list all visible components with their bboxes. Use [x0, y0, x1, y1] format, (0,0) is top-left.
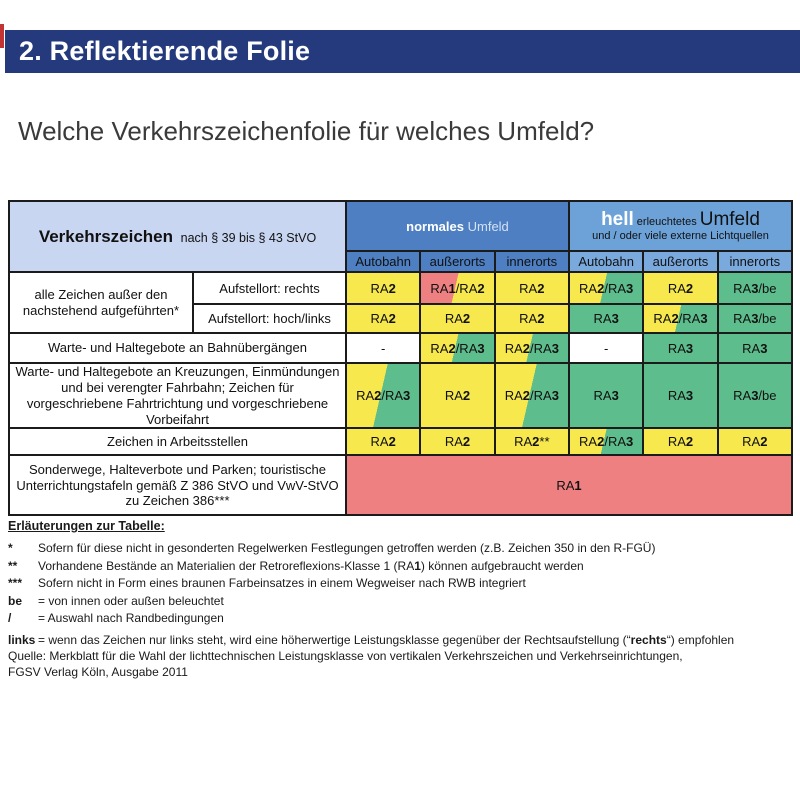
footnote-item — [8, 593, 794, 611]
rating-cell: RA2/RA3 — [643, 304, 717, 333]
group-hell-small: erleuchtetes — [636, 215, 697, 228]
footnote-item — [8, 558, 794, 576]
rating-cell: RA2/RA3 — [495, 363, 569, 428]
red-accent-mark — [0, 24, 4, 48]
rating-cell: RA2 — [643, 428, 717, 455]
rating-cell: - — [346, 333, 420, 363]
footnote-text: = Auswahl nach Randbedingungen — [38, 611, 224, 625]
row-sublabel-hoch-links: Aufstellort: hoch/links — [193, 304, 346, 333]
row-label-alle-zeichen: alle Zeichen außer den nachstehend aufgeführten* — [9, 272, 193, 333]
rating-cell: RA2/RA3 — [569, 428, 643, 455]
rating-cell: RA2 — [495, 272, 569, 304]
rating-cell-ra1-span: RA1 — [346, 455, 792, 515]
rating-cell: RA2/RA3 — [569, 272, 643, 304]
footnotes-heading: Erläuterungen zur Tabelle: — [8, 519, 165, 533]
rating-cell: RA2 — [420, 428, 494, 455]
row-label-sonderwege: Sonderwege, Halteverbote und Parken; touristische Unterrichtungstafeln gemäß Z 386 StVO und VwV-StVO zu Zeichen 386*** — [9, 455, 346, 515]
footnote-marker: links — [8, 632, 36, 647]
table-corner-header — [9, 201, 346, 272]
source-line1: Quelle: Merkblatt für die Wahl der lichttechnischen Leistungsklasse von vertikalen Verkehrszeichen und Verkehrseinrichtungen, — [8, 649, 683, 663]
footnote-marker: ** — [8, 558, 18, 573]
rating-cell: RA1/RA2 — [420, 272, 494, 304]
rating-cell: RA2 — [718, 428, 792, 455]
corner-subtitle: nach § 39 bis § 43 StVO — [180, 230, 317, 245]
group-normal-bold: normales — [406, 218, 464, 234]
group-header-hell-umfeld — [569, 201, 792, 251]
row-label-arbeitsstellen: Zeichen in Arbeitsstellen — [9, 428, 346, 455]
col-header-normal-autobahn: Autobahn — [346, 251, 420, 272]
source-line2: FGSV Verlag Köln, Ausgabe 2011 — [8, 665, 188, 679]
rating-cell: RA2 — [420, 304, 494, 333]
rating-cell: RA3 — [569, 304, 643, 333]
rating-cell: RA2 — [420, 363, 494, 428]
page-title: 2. Reflektierende Folie — [19, 36, 311, 66]
rating-cell: RA2 — [346, 272, 420, 304]
footnote-item — [8, 540, 794, 558]
col-header-normal-ausserorts: außerorts — [420, 251, 494, 272]
rating-cell: RA2 — [346, 428, 420, 455]
group-hell-rest: Umfeld — [699, 208, 760, 230]
footnote-text: Sofern für diese nicht in gesonderten Regelwerken Festlegungen getroffen werden (z.B. Zeichen 350 in den R-FGÜ) — [38, 541, 656, 555]
rating-cell: RA3 — [718, 333, 792, 363]
col-header-hell-autobahn: Autobahn — [569, 251, 643, 272]
rating-cell: RA2/RA3 — [420, 333, 494, 363]
rating-cell: RA3/be — [718, 363, 792, 428]
col-header-normal-innerorts: innerorts — [495, 251, 569, 272]
rating-cell: RA2/RA3 — [495, 333, 569, 363]
rating-cell: RA3 — [643, 363, 717, 428]
group-header-normales-umfeld — [346, 201, 569, 251]
rating-cell: RA3 — [569, 363, 643, 428]
rating-cell: RA2** — [495, 428, 569, 455]
rating-cell: RA2 — [346, 304, 420, 333]
page-subtitle: Welche Verkehrszeichenfolie für welches Umfeld? — [18, 116, 595, 146]
footnote-marker: / — [8, 611, 12, 625]
rating-cell: RA3/be — [718, 272, 792, 304]
row-sublabel-rechts: Aufstellort: rechts — [193, 272, 346, 304]
footnote-item — [8, 610, 794, 628]
rating-cell: RA2/RA3 — [346, 363, 420, 428]
footnote-item — [8, 575, 794, 593]
footnote-marker: *** — [8, 576, 23, 590]
footnotes-block — [8, 519, 794, 649]
rating-cell: RA2 — [495, 304, 569, 333]
rating-cell: - — [569, 333, 643, 363]
footnote-marker: be — [8, 593, 23, 608]
corner-title: Verkehrszeichen — [38, 226, 174, 246]
footnote-marker: * — [8, 541, 13, 555]
page-header-bar — [5, 30, 800, 73]
rating-cell: RA3 — [643, 333, 717, 363]
row-label-kreuzungen: Warte- und Haltegebote an Kreuzungen, Einmündungen und bei verengter Fahrbahn; Zeichen für vorgeschriebene Fahrtrichtung und vorgeschriebene Vorbeifahrt — [9, 363, 346, 428]
rating-cell: RA3/be — [718, 304, 792, 333]
footnote-text: = von innen oder außen beleuchtet — [38, 593, 224, 608]
group-hell-line2: und / oder viele externe Lichtquellen — [592, 230, 769, 243]
rating-cell: RA2 — [643, 272, 717, 304]
group-hell-bold: hell — [601, 208, 634, 230]
footnote-text: Sofern nicht in Form eines braunen Farbeinsatzes in einem Wegweiser nach RWB integriert — [38, 576, 526, 590]
col-header-hell-ausserorts: außerorts — [643, 251, 717, 272]
footnote-text: = wenn das Zeichen nur links steht, wird eine höherwertige Leistungsklasse gegenüber der Rechtsaufstellung (“rechts“) empfohlen — [38, 632, 735, 647]
row-label-bahnuebergaenge: Warte- und Haltegebote an Bahnübergängen — [9, 333, 346, 363]
footnotes-list — [8, 540, 794, 649]
foil-selection-table — [8, 200, 793, 516]
col-header-hell-innerorts: innerorts — [718, 251, 792, 272]
source-note — [8, 648, 794, 680]
footnote-item — [8, 632, 794, 650]
group-normal-rest: Umfeld — [467, 218, 509, 234]
footnote-text: Vorhandene Bestände an Materialien der Retroreflexions-Klasse 1 (RA1) können aufgebraucht werden — [38, 558, 584, 573]
